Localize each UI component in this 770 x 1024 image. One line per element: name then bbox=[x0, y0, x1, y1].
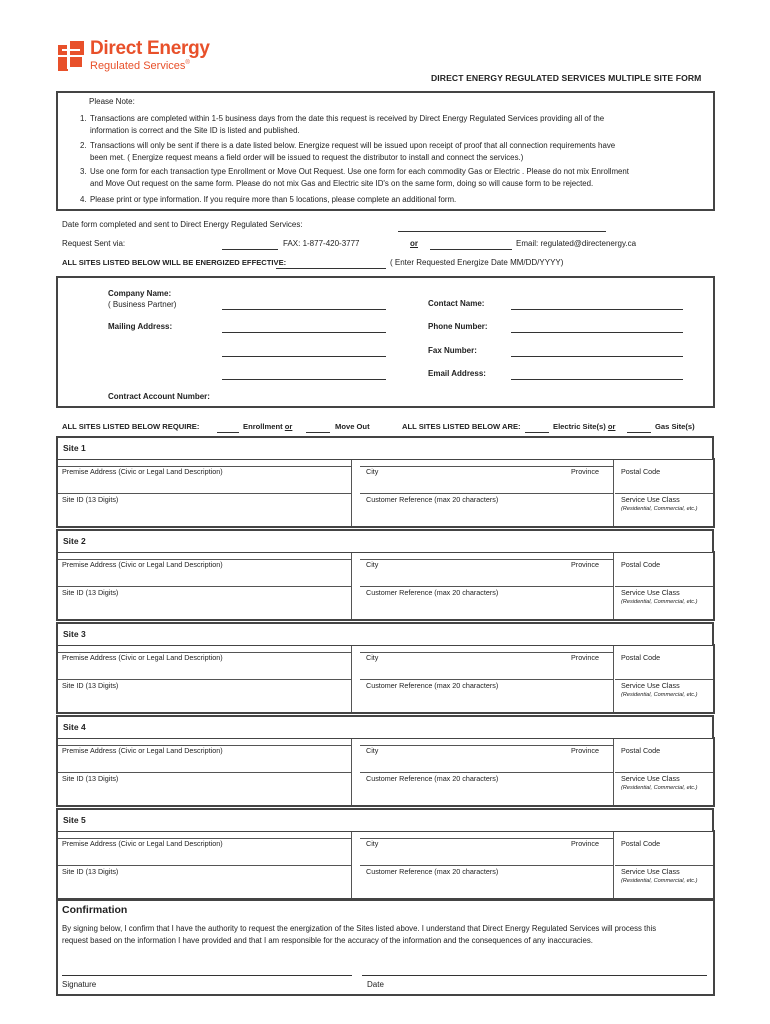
contact-name-field[interactable] bbox=[511, 309, 683, 310]
site-id-label: Site ID (13 Digits) bbox=[62, 495, 119, 504]
postal-code-label: Postal Code bbox=[621, 653, 661, 662]
site-title: Site 5 bbox=[63, 815, 86, 825]
site-divider bbox=[613, 739, 614, 805]
province-label: Province bbox=[571, 560, 599, 569]
company-name-label: Company Name: bbox=[108, 289, 172, 298]
logo-subtitle: Regulated Services® bbox=[90, 60, 190, 72]
site-divider bbox=[613, 646, 614, 712]
site-row-line bbox=[615, 865, 713, 866]
site-title: Site 3 bbox=[63, 629, 86, 639]
city-label: City bbox=[366, 560, 379, 569]
postal-code-label: Postal Code bbox=[621, 467, 661, 476]
site-title: Site 1 bbox=[63, 443, 86, 453]
site-title: Site 2 bbox=[63, 536, 86, 546]
fax-checkbox-line[interactable] bbox=[222, 249, 278, 250]
service-use-class-hint: (Residential, Commercial, etc.) bbox=[621, 506, 698, 512]
confirmation-heading: Confirmation bbox=[62, 904, 128, 916]
service-use-class-hint: (Residential, Commercial, etc.) bbox=[621, 692, 698, 698]
customer-reference-label: Customer Reference (max 20 characters) bbox=[366, 774, 499, 783]
date-completed-field[interactable] bbox=[398, 231, 606, 232]
site-row-line bbox=[360, 493, 613, 494]
mailing-address-label: Mailing Address: bbox=[108, 322, 173, 331]
site-row-line bbox=[360, 586, 613, 587]
email-address-field[interactable] bbox=[511, 379, 683, 380]
site-id-label: Site ID (13 Digits) bbox=[62, 588, 119, 597]
site-header bbox=[56, 436, 714, 460]
site-header bbox=[56, 529, 714, 553]
service-use-class-label: Service Use Class bbox=[621, 867, 680, 876]
energize-date-field[interactable] bbox=[276, 268, 386, 269]
site-row-line bbox=[360, 772, 613, 773]
moveout-check[interactable] bbox=[306, 432, 330, 433]
logo bbox=[58, 40, 228, 76]
electric-check[interactable] bbox=[525, 432, 549, 433]
require-label: ALL SITES LISTED BELOW REQUIRE: bbox=[62, 422, 200, 431]
date-label: Date bbox=[367, 980, 384, 989]
site-id-label: Site ID (13 Digits) bbox=[62, 774, 119, 783]
note-item: 1. Transactions are completed within 1-5 business days from the date this request is received by Direct Energy Regulated Services providing all of the information is correct and the Site ID is listed and published. bbox=[80, 114, 605, 135]
energized-effective-label: ALL SITES LISTED BELOW WILL BE ENERGIZED EFFECTIVE: bbox=[62, 258, 287, 267]
site-divider bbox=[351, 646, 352, 712]
confirmation-text-1: By signing below, I confirm that I have the authority to request the energization of the Sites listed above. I understand that Direct Energy Regulated Services will process this bbox=[62, 924, 657, 933]
notes-heading: Please Note: bbox=[89, 97, 135, 106]
logo-name: Direct Energy bbox=[90, 38, 210, 59]
site-row-line bbox=[58, 586, 351, 587]
fax-number: FAX: 1-877-420-3777 bbox=[283, 239, 360, 248]
postal-code-label: Postal Code bbox=[621, 839, 661, 848]
signature-label: Signature bbox=[62, 980, 97, 989]
site-row-line bbox=[360, 865, 613, 866]
customer-reference-label: Customer Reference (max 20 characters) bbox=[366, 681, 499, 690]
site-divider bbox=[351, 460, 352, 526]
contract-account-label: Contract Account Number: bbox=[108, 392, 210, 401]
confirmation-text-2: request based on the information I have provided and that I am responsible for the accuracy of the information and the consequences of any inaccuracies. bbox=[62, 936, 593, 945]
signature-field[interactable] bbox=[62, 975, 352, 976]
are-label: ALL SITES LISTED BELOW ARE: bbox=[402, 422, 521, 431]
customer-reference-label: Customer Reference (max 20 characters) bbox=[366, 495, 499, 504]
service-use-class-hint: (Residential, Commercial, etc.) bbox=[621, 785, 698, 791]
postal-code-label: Postal Code bbox=[621, 560, 661, 569]
mailing-address-field-1[interactable] bbox=[222, 332, 386, 333]
city-label: City bbox=[366, 746, 379, 755]
city-label: City bbox=[366, 467, 379, 476]
note-item: 2. Transactions will only be sent if there is a date listed below. Energize request will be issued upon receipt of proof that all connection requirements have been met. ( Energize request means a field order will be issued to request the distributor to install and connect the services.) bbox=[80, 141, 616, 162]
gas-label: Gas Site(s) bbox=[655, 422, 695, 431]
service-use-class-hint: (Residential, Commercial, etc.) bbox=[621, 878, 698, 884]
customer-reference-label: Customer Reference (max 20 characters) bbox=[366, 588, 499, 597]
email-address: Email: regulated@directenergy.ca bbox=[516, 239, 637, 248]
site-title: Site 4 bbox=[63, 722, 86, 732]
note-item: 3. Use one form for each transaction type Enrollment or Move Out Request. Use one form for each commodity Gas or Electric . Please do not mix Enrollment and Move Out request on the same form. Please do not mix Gas and Electric site ID's on the same form, doing so will cause form to be rejected. bbox=[80, 167, 629, 188]
province-label: Province bbox=[571, 746, 599, 755]
site-row-line bbox=[615, 586, 713, 587]
province-label: Province bbox=[571, 839, 599, 848]
phone-number-field[interactable] bbox=[511, 332, 683, 333]
or-text: or bbox=[410, 239, 418, 248]
site-divider bbox=[613, 832, 614, 898]
site-divider bbox=[613, 553, 614, 619]
fax-number-label: Fax Number: bbox=[428, 346, 477, 355]
enrollment-label: Enrollment or bbox=[243, 422, 293, 431]
site-divider bbox=[351, 832, 352, 898]
page-title: DIRECT ENERGY REGULATED SERVICES MULTIPLE SITE FORM bbox=[431, 73, 702, 83]
mailing-address-field-3[interactable] bbox=[222, 379, 386, 380]
premise-address-label: Premise Address (Civic or Legal Land Description) bbox=[62, 467, 223, 476]
site-divider bbox=[613, 460, 614, 526]
premise-address-label: Premise Address (Civic or Legal Land Description) bbox=[62, 839, 223, 848]
direct-energy-logo-icon bbox=[58, 41, 86, 73]
site-header bbox=[56, 622, 714, 646]
premise-address-label: Premise Address (Civic or Legal Land Description) bbox=[62, 560, 223, 569]
service-use-class-label: Service Use Class bbox=[621, 681, 680, 690]
service-use-class-label: Service Use Class bbox=[621, 774, 680, 783]
fax-number-field[interactable] bbox=[511, 356, 683, 357]
postal-code-label: Postal Code bbox=[621, 746, 661, 755]
enrollment-check[interactable] bbox=[217, 432, 239, 433]
service-use-class-label: Service Use Class bbox=[621, 495, 680, 504]
company-name-field[interactable] bbox=[222, 309, 386, 310]
province-label: Province bbox=[571, 467, 599, 476]
province-label: Province bbox=[571, 653, 599, 662]
date-completed-label: Date form completed and sent to Direct Energy Regulated Services: bbox=[62, 220, 303, 229]
site-row-line bbox=[58, 679, 351, 680]
note-item: 4. Please print or type information. If you require more than 5 locations, please complete an additional form. bbox=[80, 195, 457, 204]
city-label: City bbox=[366, 839, 379, 848]
site-row-line bbox=[58, 865, 351, 866]
service-use-class-hint: (Residential, Commercial, etc.) bbox=[621, 599, 698, 605]
site-row-line bbox=[615, 772, 713, 773]
site-id-label: Site ID (13 Digits) bbox=[62, 867, 119, 876]
premise-address-label: Premise Address (Civic or Legal Land Description) bbox=[62, 746, 223, 755]
city-label: City bbox=[366, 653, 379, 662]
gas-check[interactable] bbox=[627, 432, 651, 433]
email-checkbox-line[interactable] bbox=[430, 249, 512, 250]
site-header bbox=[56, 808, 714, 832]
business-partner-label: ( Business Partner) bbox=[108, 300, 177, 309]
confirmation-box bbox=[56, 899, 715, 996]
site-divider bbox=[351, 553, 352, 619]
premise-address-label: Premise Address (Civic or Legal Land Description) bbox=[62, 653, 223, 662]
phone-number-label: Phone Number: bbox=[428, 322, 488, 331]
moveout-label: Move Out bbox=[335, 422, 370, 431]
request-sent-label: Request Sent via: bbox=[62, 239, 126, 248]
mailing-address-field-2[interactable] bbox=[222, 356, 386, 357]
service-use-class-label: Service Use Class bbox=[621, 588, 680, 597]
site-id-label: Site ID (13 Digits) bbox=[62, 681, 119, 690]
email-address-label: Email Address: bbox=[428, 369, 486, 378]
site-row-line bbox=[58, 493, 351, 494]
electric-label: Electric Site(s) or bbox=[553, 422, 616, 431]
contact-name-label: Contact Name: bbox=[428, 299, 485, 308]
site-row-line bbox=[58, 772, 351, 773]
date-field[interactable] bbox=[362, 975, 707, 976]
energize-date-hint: ( Enter Requested Energize Date MM/DD/YYYY) bbox=[390, 258, 564, 267]
customer-reference-label: Customer Reference (max 20 characters) bbox=[366, 867, 499, 876]
site-header bbox=[56, 715, 714, 739]
site-row-line bbox=[615, 679, 713, 680]
site-row-line bbox=[360, 679, 613, 680]
site-divider bbox=[351, 739, 352, 805]
site-row-line bbox=[615, 493, 713, 494]
